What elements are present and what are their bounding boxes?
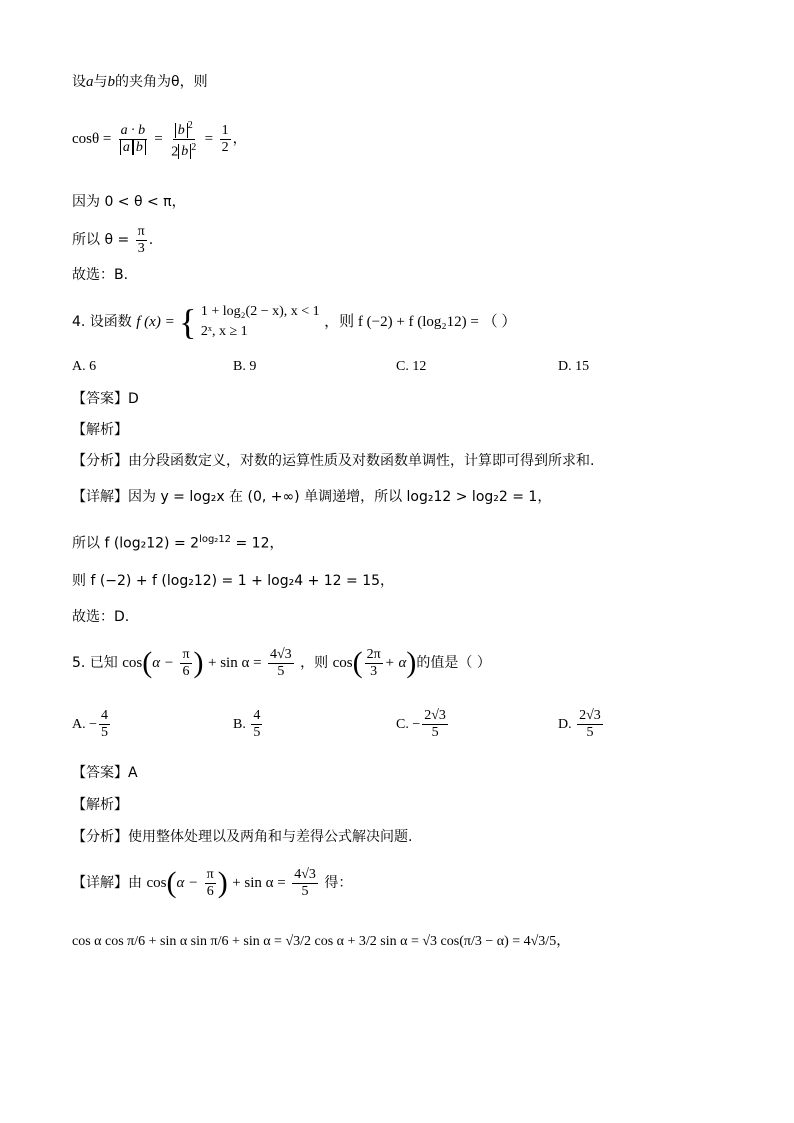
q4-detail-1: 【详解】因为 y = log₂x 在 (0, +∞) 单调递增，所以 log₂12 > log₂2 = 1， bbox=[72, 489, 552, 505]
q5-answer: 【答案】A bbox=[72, 765, 138, 781]
abs-b: b bbox=[133, 140, 146, 155]
q5-option-d bbox=[558, 705, 605, 745]
vector-a: a bbox=[86, 74, 94, 90]
question-tail: 的值是（ ） bbox=[416, 655, 491, 671]
fraction bbox=[99, 708, 110, 741]
cos-theta-label: cosθ = bbox=[72, 131, 112, 148]
so-theta-line bbox=[72, 222, 153, 258]
q5-stem bbox=[72, 640, 491, 686]
fraction bbox=[251, 708, 262, 741]
vector-b: b bbox=[107, 74, 115, 90]
paren-close: ) bbox=[217, 866, 228, 899]
exponent: 2 bbox=[191, 141, 197, 153]
paren-close: ) bbox=[406, 646, 417, 679]
label: C. bbox=[396, 717, 409, 732]
numerator: π bbox=[137, 223, 145, 239]
text: 与 bbox=[93, 74, 108, 90]
q4-detail-2 bbox=[72, 530, 284, 554]
fraction bbox=[577, 708, 603, 741]
q5-detail-1 bbox=[72, 860, 352, 906]
q4-choose: 故选：D. bbox=[72, 609, 130, 625]
text: 的夹角为θ，则 bbox=[115, 74, 208, 90]
text: 所以 θ = bbox=[72, 232, 130, 248]
q4-option-c: C. 12 bbox=[396, 359, 427, 374]
text: ，则 bbox=[300, 655, 329, 671]
fraction bbox=[422, 708, 448, 741]
denominator: 5 bbox=[101, 725, 109, 741]
label: A. bbox=[72, 717, 86, 732]
equals: = bbox=[154, 131, 163, 148]
plus-sin: + sin α = bbox=[232, 875, 286, 891]
q5-option-a bbox=[72, 705, 112, 745]
cos: cos bbox=[146, 875, 167, 891]
numerator: 2√3 bbox=[424, 708, 446, 724]
denominator: 2 bbox=[221, 139, 229, 155]
q5-fenxi: 【分析】使用整体处理以及两角和与差得公式解决问题. bbox=[72, 829, 413, 845]
q4-stem bbox=[72, 300, 516, 344]
abs-b: b bbox=[175, 123, 188, 138]
numerator: 4√3 bbox=[270, 646, 292, 662]
equals: = bbox=[204, 131, 214, 148]
exponent: log₂12 bbox=[199, 534, 232, 545]
numerator: π bbox=[206, 866, 214, 882]
intro-line bbox=[72, 72, 208, 92]
because-line: 因为 0 < θ < π， bbox=[72, 194, 186, 210]
question-tail: ，则 f (−2) + f (log₂12) = （ ） bbox=[324, 314, 517, 330]
paren-open: ( bbox=[166, 866, 177, 899]
denominator: 3 bbox=[370, 663, 378, 679]
cos: cos bbox=[122, 655, 143, 671]
paren-close: ) bbox=[193, 646, 204, 679]
numerator: 4 bbox=[253, 708, 261, 724]
abs-a: a bbox=[120, 140, 133, 155]
q5-option-b bbox=[233, 705, 264, 745]
q5-analysis-heading: 【解析】 bbox=[72, 797, 128, 813]
numerator: 2π bbox=[366, 646, 381, 662]
numerator: 1 bbox=[221, 122, 229, 138]
denominator: 5 bbox=[431, 725, 439, 741]
numerator: a · b bbox=[120, 122, 146, 138]
choose-b-line: 故选：B. bbox=[72, 267, 129, 283]
fraction-pi-over-3 bbox=[136, 224, 147, 257]
fraction-half bbox=[220, 123, 231, 156]
fraction-pi-over-6 bbox=[205, 867, 216, 900]
comma: ， bbox=[232, 131, 247, 148]
fraction-pi-over-6 bbox=[180, 647, 191, 680]
denominator: 5 bbox=[253, 725, 261, 741]
sign: − bbox=[89, 717, 98, 732]
fraction-b-squared bbox=[169, 118, 198, 160]
denominator: 5 bbox=[301, 883, 309, 899]
q4-option-a: A. 6 bbox=[72, 359, 97, 374]
q4-detail-3: 则 f (−2) + f (log₂12) = 1 + log₂4 + 12 = 15， bbox=[72, 573, 395, 589]
cos: cos bbox=[332, 655, 353, 671]
case-1: 1 + log₂(2 − x), x < 1 bbox=[200, 304, 320, 319]
denominator bbox=[118, 140, 148, 156]
q5-option-c bbox=[396, 705, 450, 745]
plus-sin: + sin α = bbox=[208, 655, 262, 671]
denominator: 6 bbox=[182, 663, 190, 679]
label: D. bbox=[558, 717, 572, 732]
paren-open: ( bbox=[142, 646, 153, 679]
case-2: 2ˣ, x ≥ 1 bbox=[200, 324, 248, 339]
label: B. bbox=[233, 717, 246, 732]
fraction-dot-over-product bbox=[118, 123, 148, 156]
brace: { bbox=[179, 302, 197, 342]
abs-b: b bbox=[178, 144, 191, 159]
numerator: 2√3 bbox=[579, 708, 601, 724]
q4-answer: 【答案】D bbox=[72, 391, 139, 407]
text: 【详解】由 bbox=[72, 875, 142, 891]
denominator: 5 bbox=[277, 663, 285, 679]
numerator: π bbox=[182, 646, 190, 662]
exponent: 2 bbox=[187, 120, 193, 131]
numerator bbox=[173, 118, 195, 140]
text: 得： bbox=[324, 875, 353, 891]
denominator: 3 bbox=[137, 240, 145, 256]
text: 设 bbox=[72, 74, 86, 90]
q4-fenxi: 【分析】由分段函数定义，对数的运算性质及对数函数单调性，计算即可得到所求和. bbox=[72, 453, 595, 469]
sign: − bbox=[412, 717, 421, 732]
numerator: 4 bbox=[101, 708, 109, 724]
denominator: 5 bbox=[586, 725, 594, 741]
fraction-4sqrt3-over-5 bbox=[268, 647, 294, 680]
q4-option-b: B. 9 bbox=[233, 359, 257, 374]
coefficient: 2 bbox=[171, 144, 179, 160]
q4-analysis-heading: 【解析】 bbox=[72, 422, 128, 438]
piecewise-cases bbox=[201, 302, 320, 342]
question-number: 4. 设函数 bbox=[72, 314, 132, 330]
fraction-2pi-over-3 bbox=[365, 647, 383, 680]
denominator: 6 bbox=[206, 883, 214, 899]
q5-detail-2: cos α cos π/6 + sin α sin π/6 + sin α = √3/2 cos α + 3/2 sin α = √3 cos(π/3 − α) = 4√3/5， bbox=[72, 934, 571, 949]
question-number: 5. 已知 bbox=[72, 655, 118, 671]
numerator: 4√3 bbox=[294, 866, 316, 882]
paren-open: ( bbox=[352, 646, 363, 679]
text: 所以 f (log₂12) = 2 bbox=[72, 535, 200, 552]
fraction-4sqrt3-over-5 bbox=[292, 867, 318, 900]
denominator bbox=[169, 140, 198, 161]
text: = 12， bbox=[231, 535, 284, 552]
cos-theta-formula bbox=[72, 118, 247, 160]
function-label: f (x) = bbox=[136, 314, 175, 330]
plus-alpha: + α bbox=[384, 655, 407, 671]
text: . bbox=[148, 232, 154, 248]
q4-option-d: D. 15 bbox=[558, 359, 590, 374]
alpha-minus: α − bbox=[152, 655, 175, 671]
alpha-minus: α − bbox=[176, 875, 199, 891]
